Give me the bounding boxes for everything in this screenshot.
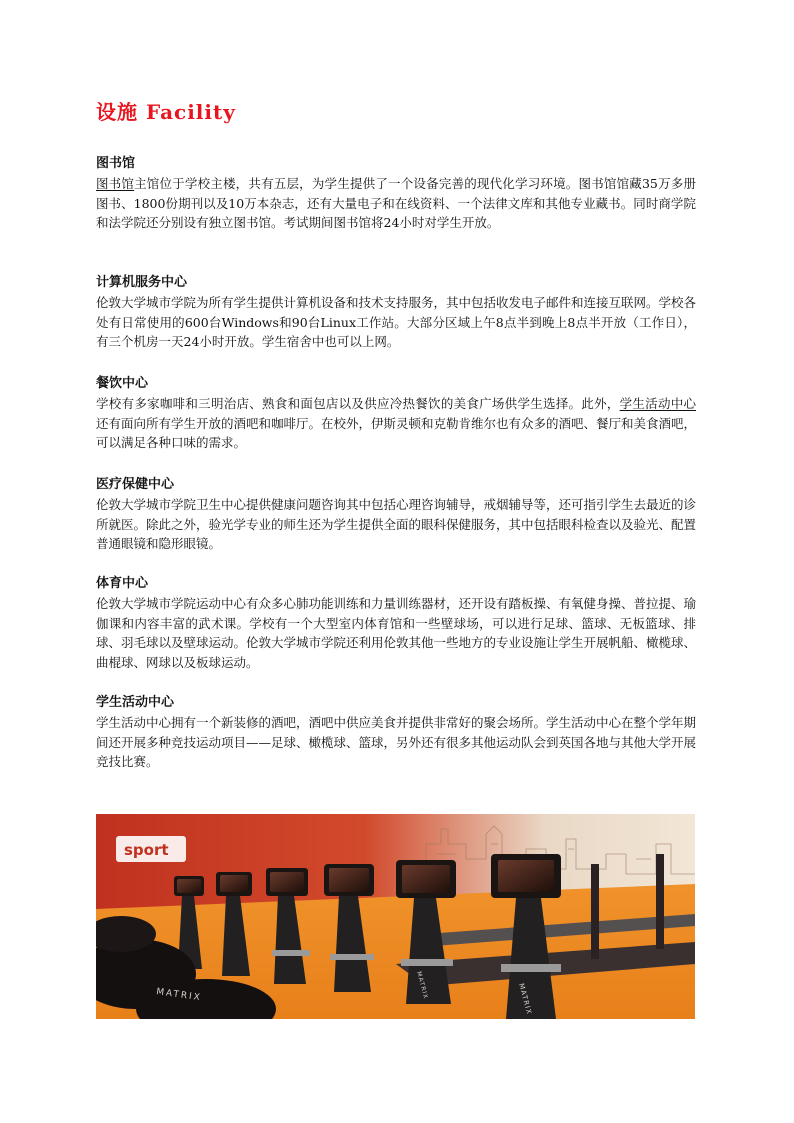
section-computer-services (96, 273, 696, 352)
section-health (96, 475, 696, 554)
section-heading-computer: 计算机服务中心 (96, 275, 188, 290)
page-title: 设施 Facility (96, 100, 236, 124)
library-link[interactable]: 图书馆 (96, 176, 135, 191)
section-sports (96, 574, 696, 672)
section-text-health: 伦敦大学城市学院卫生中心提供健康问题咨询其中包括心理咨询辅导，戒烟辅导等，还可指引学生去最近的诊所就医。除此之外，验光学专业的师生还为学生提供全面的眼科保健服务，其中包括眼科检查以及验光、配置普通眼镜和隐形眼镜。 (96, 497, 697, 552)
section-catering (96, 374, 696, 453)
section-text-computer: 伦敦大学城市学院为所有学生提供计算机设备和技术支持服务，其中包括收发电子邮件和连接互联网。学校各处有日常使用的600台Windows和90台Linux工作站。大部分区域上午8点半到晚上8点半开放（工作日），有三个机房一天24小时开放。学生宿舍中也可以上网。 (96, 295, 697, 350)
section-heading-student-union: 学生活动中心 (96, 695, 175, 710)
section-heading-catering: 餐饮中心 (96, 376, 149, 391)
section-library (96, 154, 696, 233)
section-heading-health: 医疗保健中心 (96, 477, 175, 492)
section-text-library: 图书馆主馆位于学校主楼，共有五层，为学生提供了一个设备完善的现代化学习环境。图书馆馆藏35万多册图书、1800份期刊以及10万本杂志，还有大量电子和在线资料、一个法律文库和其他专业藏书。同时商学院和法学院还分别设有独立图书馆。考试期间图书馆将24小时对学生开放。 (96, 176, 696, 231)
section-text-sports: 伦敦大学城市学院运动中心有众多心肺功能训练和力量训练器材，还开设有踏板操、有氧健身操、普拉提、瑜伽课和内容丰富的武术课。学校有一个大型室内体育馆和一些壁球场，可以进行足球、篮球、无板篮球、排球、羽毛球以及壁球运动。伦敦大学城市学院还利用伦敦其他一些地方的专业设施让学生开展帆船、橄榄球、曲棍球、网球以及板球运动。 (96, 596, 697, 670)
student-union-link[interactable]: 学生活动中心 (619, 396, 696, 411)
gym-photo (96, 814, 695, 1019)
section-heading-library: 图书馆 (96, 156, 136, 171)
brand-label: MATRIX (155, 987, 203, 1004)
section-heading-sports: 体育中心 (96, 576, 149, 591)
section-student-union (96, 693, 696, 772)
section-text-catering: 学校有多家咖啡和三明治店、熟食和面包店以及供应冷热餐饮的美食广场供学生选择。此外，学生活动中心还有面向所有学生开放的酒吧和咖啡厅。在校外，伊斯灵顿和克勒肯维尔也有众多的酒吧、餐厅和美食酒吧，可以满足各种口味的需求。 (96, 396, 697, 451)
section-text-student-union: 学生活动中心拥有一个新装修的酒吧，酒吧中供应美食并提供非常好的聚会场所。学生活动中心在整个学年期间还开展多种竞技运动项目——足球、橄榄球、篮球，另外还有很多其他运动队会到英国各地与其他大学开展竞技比赛。 (96, 715, 697, 770)
brand-label: MATRIX (415, 970, 430, 1001)
brand-label: MATRIX (517, 982, 534, 1016)
wall-sign-text: sport (124, 841, 169, 859)
